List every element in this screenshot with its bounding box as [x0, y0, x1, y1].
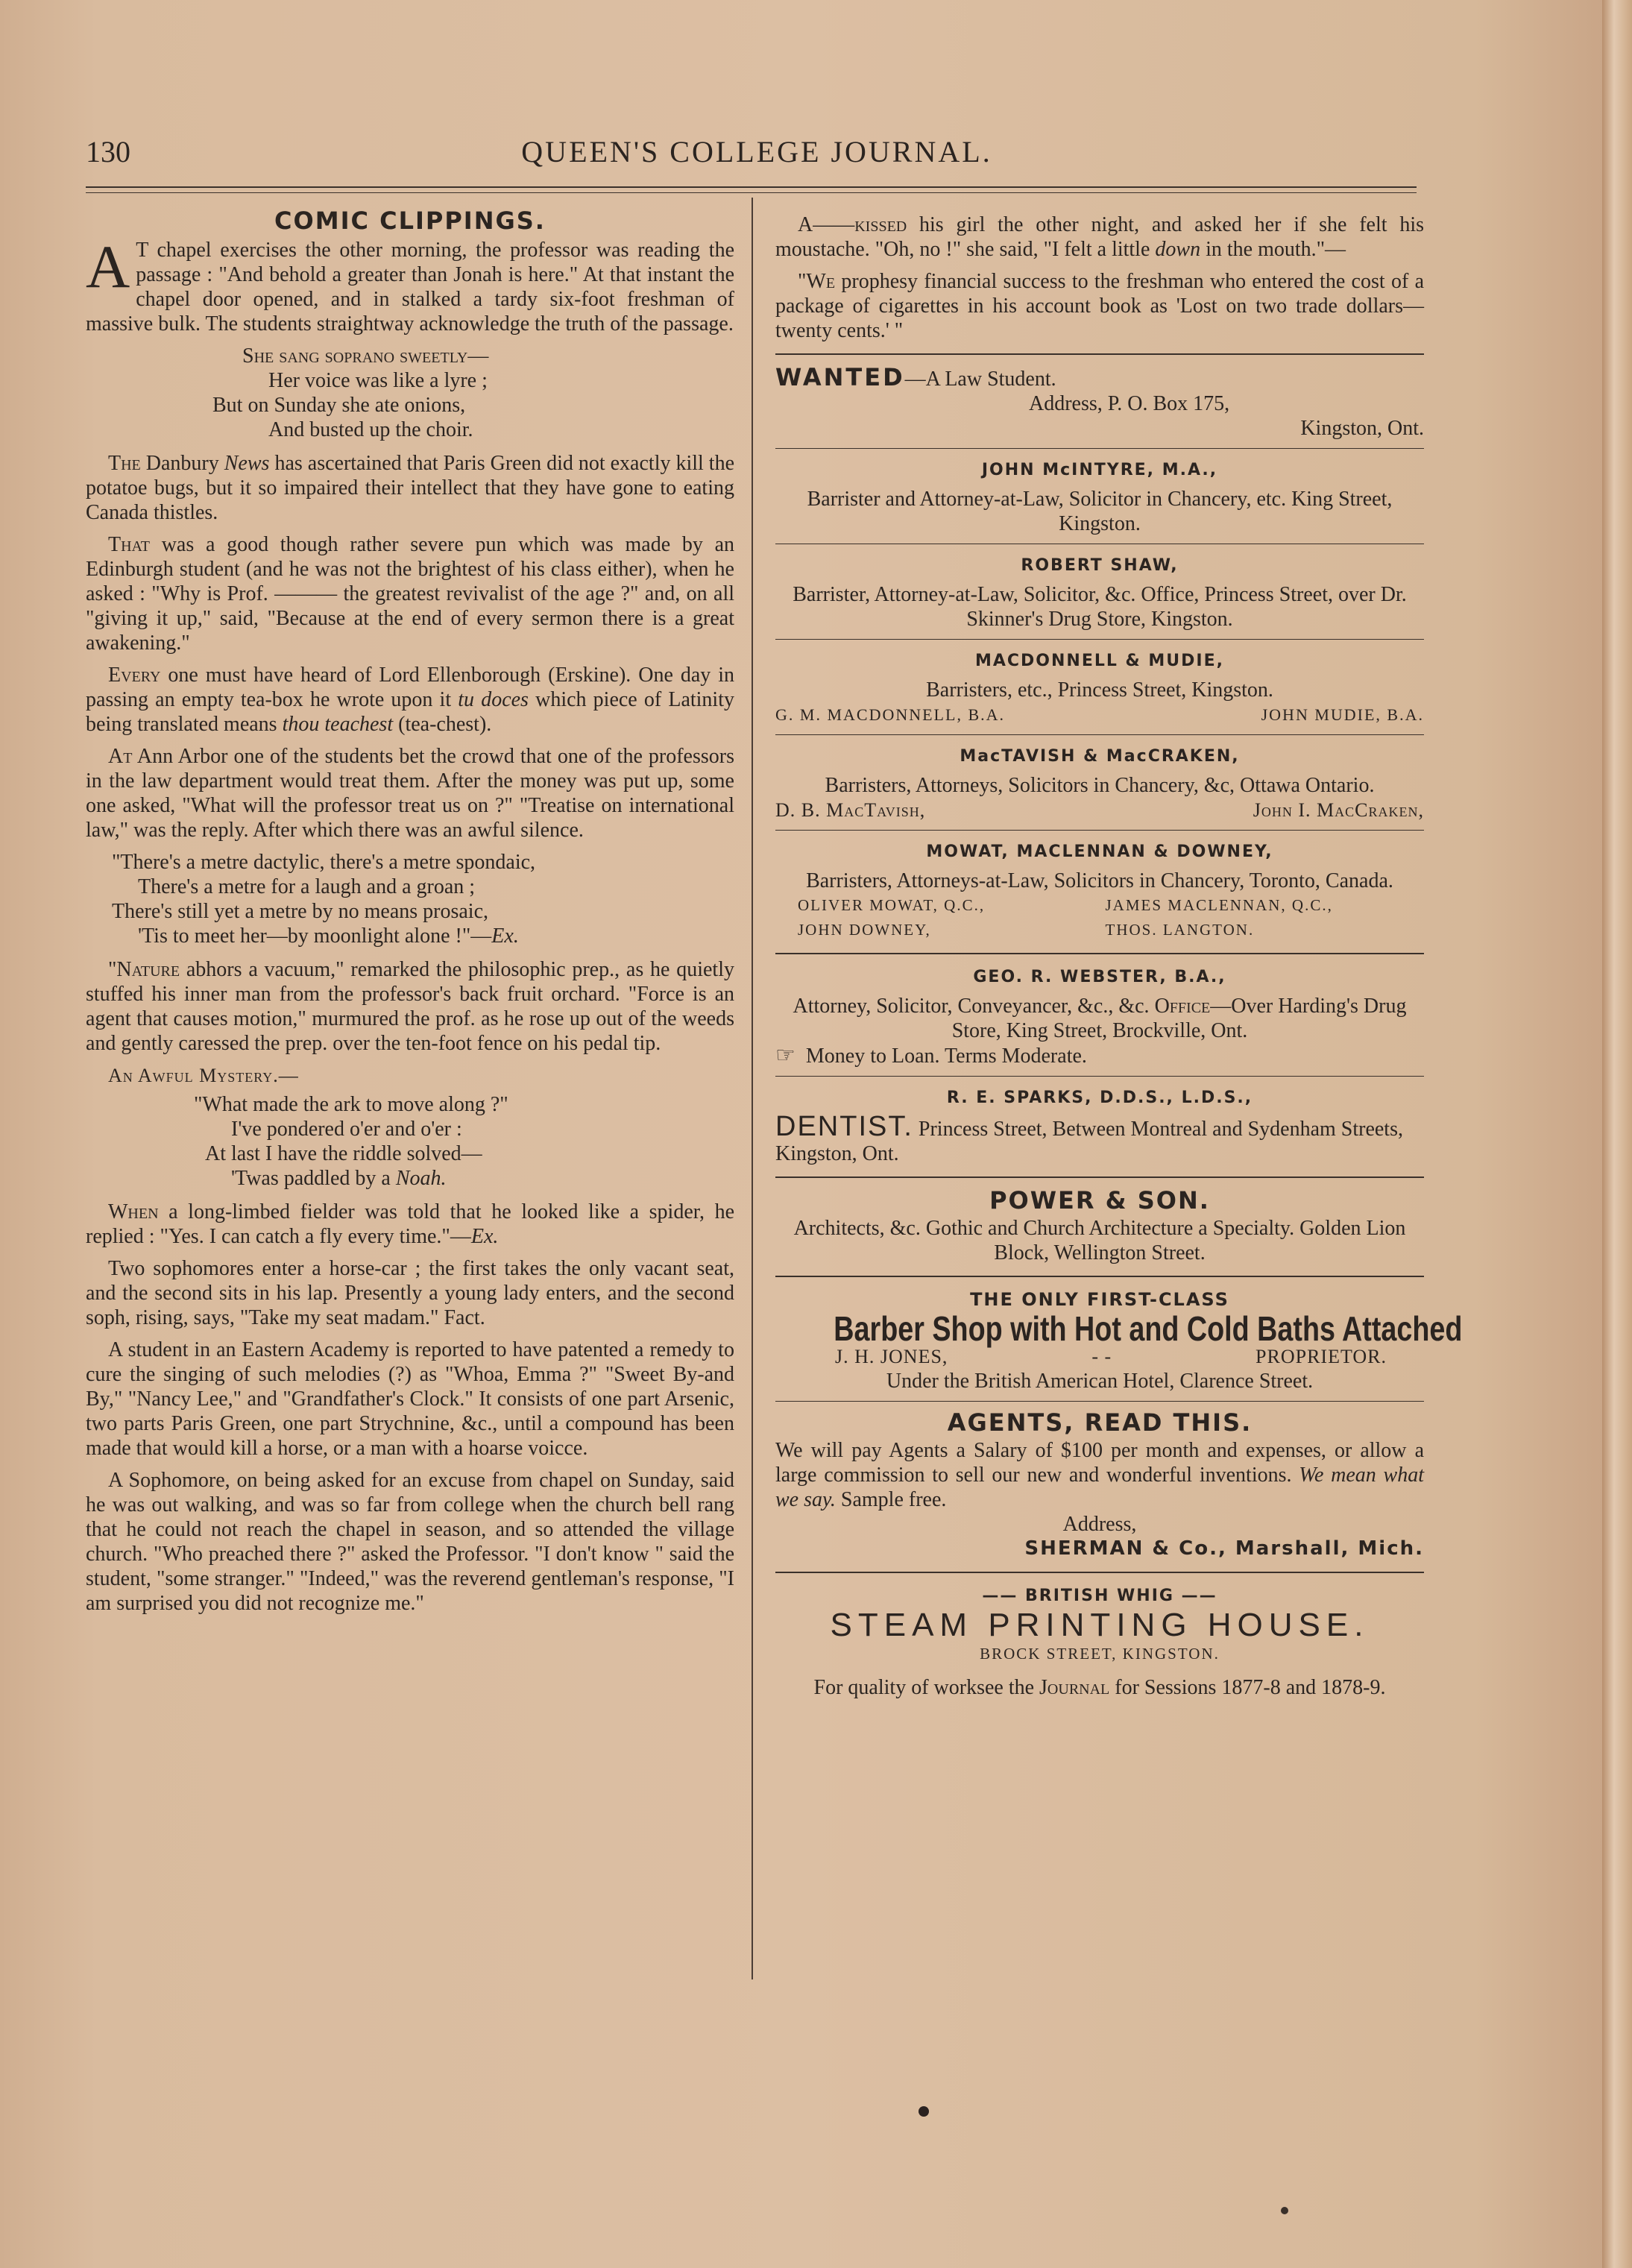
ad-rule: [775, 953, 1424, 954]
lead-word: The: [108, 452, 141, 475]
ink-blot: [1281, 2207, 1288, 2214]
lead-word: That: [108, 533, 150, 556]
ad-macdonnell: [775, 649, 1424, 727]
partner-name: OLIVER MOWAT, Q.C.,: [798, 896, 986, 914]
ad-rule: [775, 1076, 1424, 1077]
ad-name: AGENTS, READ THIS.: [947, 1408, 1253, 1437]
paragraph-horse-car: Two sophomores enter a horse-car ; the first takes the only vacant seat, and the second sits in his lap. Presently a young lady enters, and the second soph, rising, says, "Take my seat madam." Fact.: [86, 1257, 734, 1329]
wanted-text: —A Law Student.: [904, 368, 1056, 391]
poem-line: Her voice was like a lyre ;: [268, 369, 488, 392]
lead-word: At: [108, 745, 133, 768]
page-header: [86, 134, 1428, 179]
ad-rule: [775, 830, 1424, 831]
ad-steam-printing: [775, 1584, 1424, 1700]
partner-name: JOHN DOWNEY,: [798, 921, 931, 939]
ad-shaw: [775, 553, 1424, 631]
ad-name: MACDONNELL & MUDIE,: [974, 652, 1224, 670]
ad-text: Architects, &c. Gothic and Church Architecture a Specialty. Golden Lion Block, Wellington Street.: [793, 1217, 1406, 1264]
ad-text: Barristers, Attorneys, Solicitors in Chancery, &c, Ottawa Ontario.: [825, 774, 1375, 797]
paragraph-sophomore: A Sophomore, on being asked for an excuse from chapel on Sunday, said he was out walking, and was so far from college when the church bell rang that he could not reach the chapel in season, and so attended the village church. "Who preached there ?" asked the Professor. "I don't know " said the student, "some stranger." "Indeed," was the reverend gentleman's response, "I am surprised you did not recognize me.": [86, 1469, 734, 1615]
paragraph-text: in the mouth."—: [1200, 238, 1346, 261]
poem-line: There's still yet a metre by no means prosaic,: [112, 900, 488, 923]
ad-text: [775, 1675, 1424, 1700]
partner-names: [775, 798, 1424, 822]
paragraph-remedy: A student in an Eastern Academy is reported to have patented a remedy to cure the singing of such melodies (?) as "Whoa, Emma ?" "Sweet By-and By," "Nancy Lee," and "Grandfather's Clock." It consists of one part Arsenic, two parts Paris Green, one part Strychnine, &c., until a compound has been made that would kill a horse, or a man with a hoarse voicce.: [86, 1338, 734, 1460]
ad-rule: [775, 353, 1424, 355]
lead-word: "Nature: [108, 958, 180, 981]
credit: Ex.: [470, 1225, 499, 1248]
partner-names: [775, 893, 1424, 942]
ad-name: MOWAT, MACLENNAN & DOWNEY,: [926, 842, 1273, 861]
section-title: COMIC CLIPPINGS.: [274, 207, 546, 235]
ad-agents: [775, 1408, 1424, 1561]
ad-mcintyre: [775, 458, 1424, 536]
street-line: BROCK STREET, KINGSTON.: [980, 1645, 1220, 1663]
italic-phrase: We mean what we say.: [775, 1464, 1424, 1511]
noah-word: Noah.: [395, 1167, 447, 1190]
ad-text-part: for Sessions 1877-8 and 1878-9.: [1109, 1676, 1386, 1699]
paragraph-fielder: [86, 1200, 734, 1249]
ad-name: R. E. SPARKS, D.D.S., L.D.S.,: [946, 1089, 1253, 1107]
ad-name: GEO. R. WEBSTER, B.A.,: [973, 968, 1226, 986]
dentist-label: DENTIST.: [775, 1111, 913, 1142]
ad-name: —— BRITISH WHIG ——: [982, 1587, 1217, 1605]
poem-line: "There's a metre dactylic, there's a metre spondaic,: [112, 851, 536, 874]
office-word: Office: [1154, 995, 1211, 1018]
poem-metre: [86, 850, 734, 948]
ad-text-part: Attorney, Solicitor, Conveyancer, &c., &c.: [793, 995, 1155, 1018]
ad-text: Barrister and Attorney-at-Law, Solicitor in Chancery, etc. King Street, Kingston.: [807, 488, 1393, 535]
latin-meaning: thou teachest: [282, 713, 394, 736]
ad-text: Barristers, Attorneys-at-Law, Solicitors in Chancery, Toronto, Canada.: [806, 869, 1393, 892]
paragraph-text: his girl the other night, and asked her if she felt his moustache. "Oh, no !" she said, "I felt a little: [775, 213, 1424, 261]
steam-headline: STEAM PRINTING HOUSE.: [830, 1607, 1370, 1643]
paragraph-text: which piece of Latinity being translated means: [86, 688, 734, 736]
lead-word: When: [108, 1200, 159, 1223]
money-text: Money to Loan. Terms Moderate.: [805, 1045, 1087, 1068]
ad-power: [775, 1188, 1424, 1265]
page-edge: [1602, 0, 1632, 2268]
credit: Ex.: [491, 924, 519, 948]
drop-cap: A: [86, 233, 130, 300]
paragraph-text: (tea-chest).: [393, 713, 492, 736]
ad-text-part: Sample free.: [835, 1488, 947, 1511]
ad-text: [775, 994, 1424, 1043]
role: PROPRIETOR.: [1255, 1346, 1387, 1367]
poem-line-text: 'Tis to meet her—by moonlight alone !"—: [138, 924, 492, 948]
pointing-hand-icon: ☞: [775, 1043, 795, 1068]
ad-name: THE ONLY FIRST-CLASS: [970, 1289, 1229, 1310]
partner-name: THOS. LANGTON.: [1105, 921, 1255, 939]
ad-sparks: [775, 1086, 1424, 1166]
paragraph-danbury: [86, 451, 734, 525]
firm-name: SHERMAN & Co., Marshall, Mich.: [1024, 1537, 1424, 1560]
ad-rule: [775, 1572, 1424, 1573]
page-number: 130: [86, 135, 130, 168]
ad-text: Barrister, Attorney-at-Law, Solicitor, &c. Office, Princess Street, over Dr. Skinner's Drug Store, Kingston.: [793, 583, 1407, 631]
lead-word: A——kissed: [798, 213, 907, 236]
poem-line-text: 'Twas paddled by a: [231, 1167, 396, 1190]
ad-name: JOHN McINTYRE, M.A.,: [981, 461, 1218, 479]
ad-rule: [775, 734, 1424, 735]
separator: - -: [1091, 1346, 1112, 1367]
poem-line: "What made the ark to move along ?": [194, 1093, 508, 1116]
journal-word: Journal: [1039, 1676, 1110, 1699]
ad-name: POWER & SON.: [989, 1186, 1210, 1215]
paragraph-text: prophesy financial success to the freshman who entered the cost of a package of cigarettes in his account book as 'Lost on two trade dollars—twenty cents.' ": [775, 270, 1424, 342]
paragraph-cigarettes: [775, 269, 1424, 343]
partner-name: G. M. MACDONNELL, B.A.: [775, 705, 1005, 724]
column-divider: [752, 198, 753, 1979]
header-rule: [86, 186, 1417, 188]
lead-word: Every: [108, 664, 161, 687]
barber-headline: Barber Shop with Hot and Cold Baths Attached: [834, 1309, 1463, 1348]
wanted-address: Address, P. O. Box 175,: [1029, 392, 1230, 415]
paragraph-ann-arbor: [86, 744, 734, 842]
down-word: down: [1155, 238, 1201, 261]
ad-rule: [775, 639, 1424, 640]
wanted-line: [775, 365, 1424, 391]
ad-wanted: [775, 365, 1424, 441]
partner-names: [775, 702, 1424, 727]
paragraph-text: T chapel exercises the other morning, the professor was reading the passage : "And behold a greater than Jonah is here." At that instant the chapel door opened, and in stalked a tardy six-foot freshman of massive bulk. The students straightway acknowledge the truth of the passage.: [86, 239, 734, 336]
poem-line: There's a metre for a laugh and a groan ;: [138, 875, 476, 898]
ad-text: Barristers, etc., Princess Street, Kingston.: [926, 678, 1273, 702]
paragraph-text: Danbury: [140, 452, 224, 475]
dentist-line: [775, 1111, 1424, 1166]
ad-text-part: For quality of worksee the: [813, 1676, 1040, 1699]
poem-line: [86, 924, 734, 948]
ad-text-part: We will pay Agents a Salary of $100 per month and expenses, or allow a large commission to sell our new and wonderful inventions.: [775, 1439, 1424, 1487]
poem-line: At last I have the riddle solved—: [205, 1142, 482, 1165]
wanted-city: Kingston, Ont.: [1300, 417, 1424, 440]
partner-name: JAMES MACLENNAN, Q.C.,: [1105, 896, 1333, 914]
ad-webster: [775, 965, 1424, 1068]
lead-word: "We: [798, 270, 836, 293]
ad-rule: [775, 1276, 1424, 1277]
poem-line: She sang soprano sweetly—: [242, 344, 489, 368]
paragraph-text: a long-limbed fielder was told that he looked like a spider, he replied : "Yes. I can catch a fly every time."—: [86, 1200, 734, 1248]
poem-line: I've pondered o'er and o'er :: [231, 1118, 462, 1141]
ad-barber: [775, 1288, 1463, 1393]
ad-rule: [775, 1176, 1424, 1178]
poem-line: [86, 1166, 734, 1191]
paragraph-text: Ann Arbor one of the students bet the crowd that one of the professors in the law department would treat them. After the money was put up, some one asked, "What will the professor treat us on ?" "Treatise on international law," was the reply. After which there was an awful silence.: [86, 745, 734, 842]
paragraph-text: has ascertained that Paris Green did not exactly kill the potatoe bugs, but it so impaired their intellect that they have gone to eating Canada thistles.: [86, 452, 735, 524]
ad-mactavish: [775, 744, 1424, 822]
ad-rule: [775, 1401, 1424, 1402]
news-title: News: [224, 452, 270, 475]
paragraph-pun: [86, 532, 734, 655]
poem-soprano: [86, 344, 734, 442]
owner-name: J. H. JONES,: [835, 1346, 948, 1367]
latin-phrase: tu doces: [458, 688, 529, 711]
poem-ark: [86, 1092, 734, 1191]
partner-name: JOHN MUDIE, B.A.: [1261, 705, 1424, 724]
poem-line: And busted up the choir.: [268, 418, 473, 441]
ad-text: Princess Street, Between Montreal and Sydenham Streets, Kingston, Ont.: [775, 1118, 1403, 1165]
partner-name: John I. MacCraken,: [1253, 799, 1424, 821]
journal-title: QUEEN'S COLLEGE JOURNAL.: [521, 135, 992, 168]
paragraph-ellenborough: [86, 663, 734, 737]
mystery-heading: An Awful Mystery.—: [108, 1065, 299, 1086]
paragraph-kissed: [775, 212, 1424, 262]
paragraph-text: was a good though rather severe pun which was made by an Edinburgh student (and he was not the brightest of his class either), when he asked : "Why is Prof. ——— the greatest revivalist of the age ?" and, on all "giving it up," said, "Because at the end of every sermon there is a great awakening.": [86, 533, 734, 655]
ad-mowat: [775, 840, 1424, 942]
ink-blot: [919, 2106, 929, 2117]
paragraph-text: one must have heard of Lord Ellenborough (Erskine). One day in passing an empty tea-box he wrote upon it: [86, 664, 734, 711]
paragraph-text: abhors a vacuum," remarked the philosophic prep., as he quietly stuffed his inner man from the professor's back fruit orchard. "Force is an agent that causes motion," murmured the prof. as he rose up out of the weeds and gently caressed the prep. over the ten-foot fence on his pedal tip.: [86, 958, 734, 1055]
money-line: [775, 1043, 1424, 1068]
header-rule-thin: [86, 192, 1417, 193]
partner-name: D. B. MacTavish,: [775, 799, 926, 821]
paragraph-vacuum: [86, 957, 734, 1056]
right-column: [775, 212, 1463, 1700]
ad-rule: [775, 448, 1424, 449]
ad-text: Under the British American Hotel, Clarence Street.: [886, 1370, 1314, 1393]
ad-text: [775, 1438, 1424, 1512]
poem-line: But on Sunday she ate onions,: [212, 394, 466, 417]
ad-name: MacTAVISH & MacCRAKEN,: [960, 747, 1240, 766]
paragraph-chapel: [86, 233, 734, 336]
ad-name: ROBERT SHAW,: [1021, 556, 1179, 575]
address-label: Address,: [1062, 1513, 1137, 1536]
wanted-label: WANTED: [775, 363, 905, 391]
left-column: [86, 209, 734, 1623]
ad-text-part: —Over Harding's Drug Store, King Street, Brockville, Ont.: [951, 995, 1407, 1042]
